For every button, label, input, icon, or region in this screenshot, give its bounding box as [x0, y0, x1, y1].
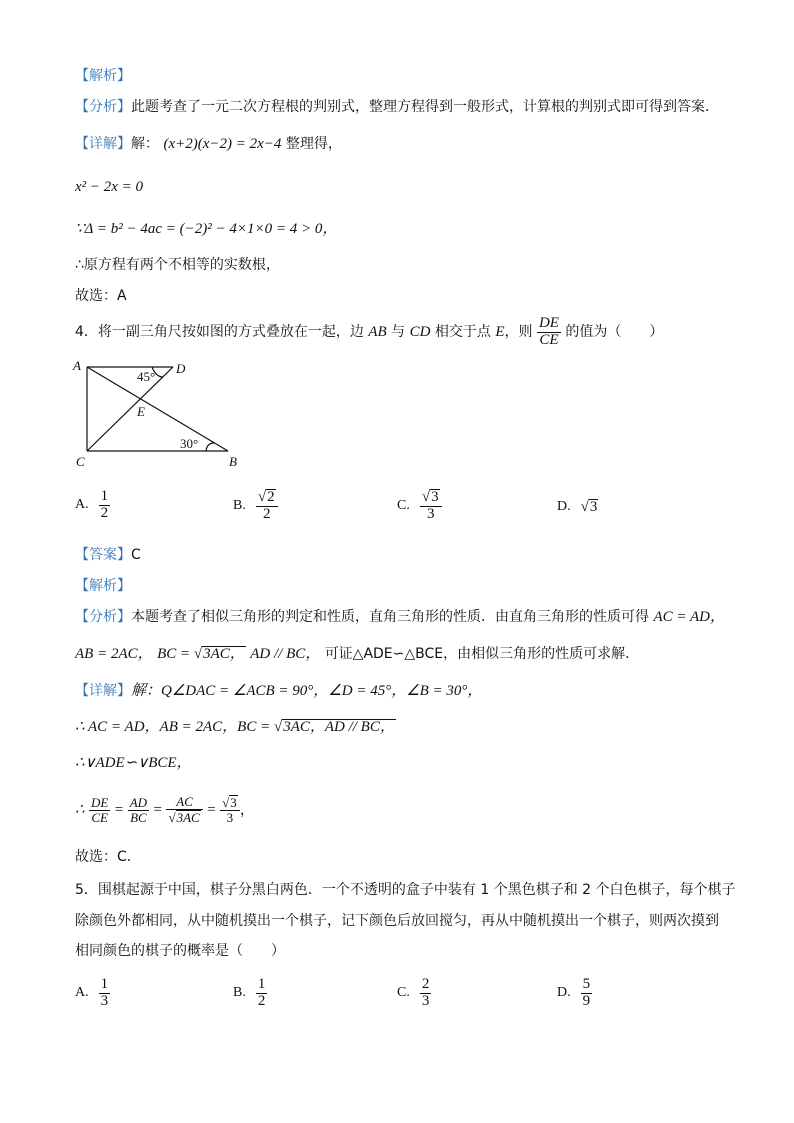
triangle-figure — [70, 355, 250, 470]
label-b: B — [229, 454, 237, 469]
q5-option-b[interactable] — [233, 977, 267, 1010]
frac-den — [166, 810, 202, 825]
radicand: 3AC，AD // BC， — [283, 719, 395, 735]
equation-2: x² − 2x = 0 — [75, 179, 144, 195]
angle-arc-30 — [206, 443, 214, 451]
xiangjie-tag: 【详解】 — [75, 683, 131, 699]
label-c: C — [76, 454, 85, 469]
question-4-stem — [75, 315, 663, 349]
frac-num: AC — [166, 795, 202, 810]
question-5-line-3: 相同颜色的棋子的概率是（ ） — [75, 943, 285, 959]
q5-option-d[interactable] — [557, 977, 592, 1010]
frac-num — [420, 489, 442, 507]
q5-option-c[interactable] — [397, 977, 431, 1010]
discriminant-line: ∵Δ = b² − 4ac = (−2)² − 4×1×0 = 4 > 0， — [75, 221, 338, 237]
fraction-ac-sqrt3ac — [166, 795, 202, 824]
frac-num: 2 — [421, 976, 430, 992]
option-fraction — [420, 977, 432, 1010]
sqrt-symbol: √3AC，AD // BC， — [273, 719, 395, 735]
fraction-sqrt3-3 — [220, 795, 240, 824]
radicand: 3 — [431, 489, 439, 505]
option-label: B. — [233, 497, 246, 513]
option-label: A. — [75, 985, 89, 1001]
radicand: 2 — [267, 489, 275, 505]
label-a: A — [73, 358, 81, 373]
frac-den: CE — [539, 331, 559, 348]
sqrt-symbol: √3AC， — [193, 646, 245, 662]
stem-part-a: 4．将一副三角尺按如图的方式叠放在一起，边 — [75, 324, 364, 340]
equation-1: (x+2)(x−2) = 2x−4 — [163, 136, 282, 152]
option-label: B. — [233, 985, 246, 1001]
stem-part-b: 相交于点 — [434, 324, 491, 340]
frac-num — [256, 489, 278, 507]
daan-line — [75, 545, 141, 565]
radicand: 3 — [589, 499, 598, 515]
frac-num: 1 — [100, 976, 109, 992]
q5-option-a[interactable] — [75, 977, 110, 1010]
segment-cd: CD — [409, 324, 431, 340]
point-e: E — [495, 324, 505, 340]
option-fraction — [256, 489, 278, 523]
sqrt-symbol: √3 — [222, 795, 237, 811]
stem-yu: 与 — [391, 324, 406, 340]
angle-45-label: 45° — [137, 369, 156, 384]
xiangjie-line-1 — [75, 134, 342, 154]
fenxi-tail: 可证△ADE∽△BCE，由相似三角形的性质可求解． — [324, 646, 640, 662]
frac-den: CE — [91, 809, 108, 825]
fraction-de-ce — [89, 796, 110, 824]
xiangjie-line-4: ∴∨ADE∽∨BCE， — [75, 755, 192, 771]
answer-line-1: 故选：A — [75, 288, 127, 304]
stem-part-d: 的值为（ ） — [565, 324, 664, 340]
sqrt-symbol: √3 — [580, 499, 598, 515]
fenxi-line-2b — [75, 644, 639, 664]
xiangjie-tag: 【详解】 — [75, 136, 131, 152]
sqrt-symbol: √3 — [421, 489, 439, 505]
frac-den: 3 — [100, 992, 109, 1009]
frac-num: DE — [538, 314, 559, 331]
option-label: A. — [75, 497, 89, 513]
eq-bc-lead: BC = — [157, 646, 194, 662]
frac-num: 5 — [582, 976, 591, 992]
option-label: C. — [397, 985, 410, 1001]
option-fraction — [256, 977, 268, 1010]
option-fraction — [581, 977, 593, 1010]
frac-num: 1 — [100, 488, 109, 504]
label-e: E — [137, 404, 145, 419]
frac-den: 2 — [100, 504, 109, 521]
option-fraction — [420, 489, 442, 523]
edge-cd — [87, 367, 173, 451]
option-label: D. — [557, 985, 571, 1001]
radicand: 3AC， — [203, 646, 245, 662]
fenxi-tag: 【分析】 — [75, 609, 131, 625]
daan-value: C — [131, 547, 141, 563]
jiexi-heading-1: 【解析】 — [75, 68, 131, 84]
frac-num — [220, 795, 240, 811]
fenxi-eq-ac-ad: AC = AD， — [653, 609, 725, 625]
frac-den: 3 — [421, 992, 430, 1009]
q4-option-b[interactable] — [233, 489, 278, 523]
xiangjie-line-2 — [75, 681, 482, 701]
option-label: C. — [397, 497, 410, 513]
angle-30-label: 30° — [180, 436, 199, 451]
frac-num: 1 — [257, 976, 266, 992]
fenxi-text: 本题考查了相似三角形的判定和性质，直角三角形的性质．由直角三角形的性质可得 — [131, 609, 649, 625]
frac-den: 3 — [226, 810, 234, 825]
radicand: 3AC — [176, 810, 200, 825]
eq-ab-2ac: AB = 2AC， — [75, 646, 153, 662]
sqrt-symbol: √3AC — [168, 810, 200, 825]
fenxi-tag: 【分析】 — [75, 99, 131, 115]
xiangjie-lead: 解： — [131, 136, 159, 152]
frac-den: 2 — [262, 505, 271, 522]
jiexi-heading-2: 【解析】 — [75, 578, 131, 594]
stem-part-c: ，则 — [504, 324, 533, 340]
fenxi-text: 此题考查了一元二次方程根的判别式，整理方程得到一般形式，计算根的判别式即可得到答案． — [131, 99, 719, 115]
answer-line-2: 故选：C． — [75, 849, 141, 865]
option-fraction — [99, 489, 111, 522]
option-label: D. — [557, 499, 571, 514]
frac-den: 2 — [257, 992, 266, 1009]
frac-den: BC — [130, 809, 147, 825]
xiangjie-given: 解：Q∠DAC = ∠ACB = 90°，∠D = 45°，∠B = 30°， — [131, 683, 483, 699]
fenxi-line-1 — [75, 97, 719, 117]
fraction-ad-bc — [128, 796, 149, 824]
q4-option-c[interactable] — [397, 489, 442, 523]
therefore-symbol: ∴ — [75, 802, 85, 818]
stem-fraction — [537, 316, 561, 349]
daan-tag: 【答案】 — [75, 547, 131, 563]
eq-ad-parallel-bc: AD // BC， — [250, 646, 321, 662]
fenxi-line-2 — [75, 607, 725, 627]
conclusion-line: ∴原方程有两个不相等的实数根， — [75, 257, 280, 273]
question-5-line-2: 除颜色外都相同，从中随机摸出一个棋子，记下颜色后放回搅匀，再从中随机摸出一个棋子，则两次摸到 — [75, 913, 719, 929]
frac-num: DE — [91, 794, 109, 810]
frac-den: 9 — [582, 992, 591, 1009]
q4-option-a[interactable] — [75, 489, 110, 522]
xiangjie-line-5: ∴ $\frac{DE}{CE}$ = $\frac{AD}{BC}$ = $\frac{AC}{√3AC}$ = $\frac{√3}{3}$ ， — [75, 794, 255, 825]
xiangjie-line-3 — [75, 717, 396, 737]
equation-1-tail: 整理得， — [285, 136, 342, 152]
question-5-line-1: 5．围棋起源于中国，棋子分黑白两色．一个不透明的盒子中装有 1 个黑色棋子和 2 个白色棋子，每个棋子 — [75, 882, 736, 898]
radicand: 3 — [230, 795, 237, 811]
step-2-lead: ∴ AC = AD，AB = 2AC，BC = — [75, 719, 274, 735]
frac-num: AD — [129, 794, 148, 810]
frac-den: 3 — [426, 505, 435, 522]
option-fraction — [99, 977, 111, 1010]
label-d: D — [176, 361, 186, 376]
sqrt-symbol: √2 — [257, 489, 275, 505]
q4-option-d[interactable] — [557, 499, 598, 516]
segment-ab: AB — [368, 324, 387, 340]
edge-ab — [87, 367, 228, 451]
